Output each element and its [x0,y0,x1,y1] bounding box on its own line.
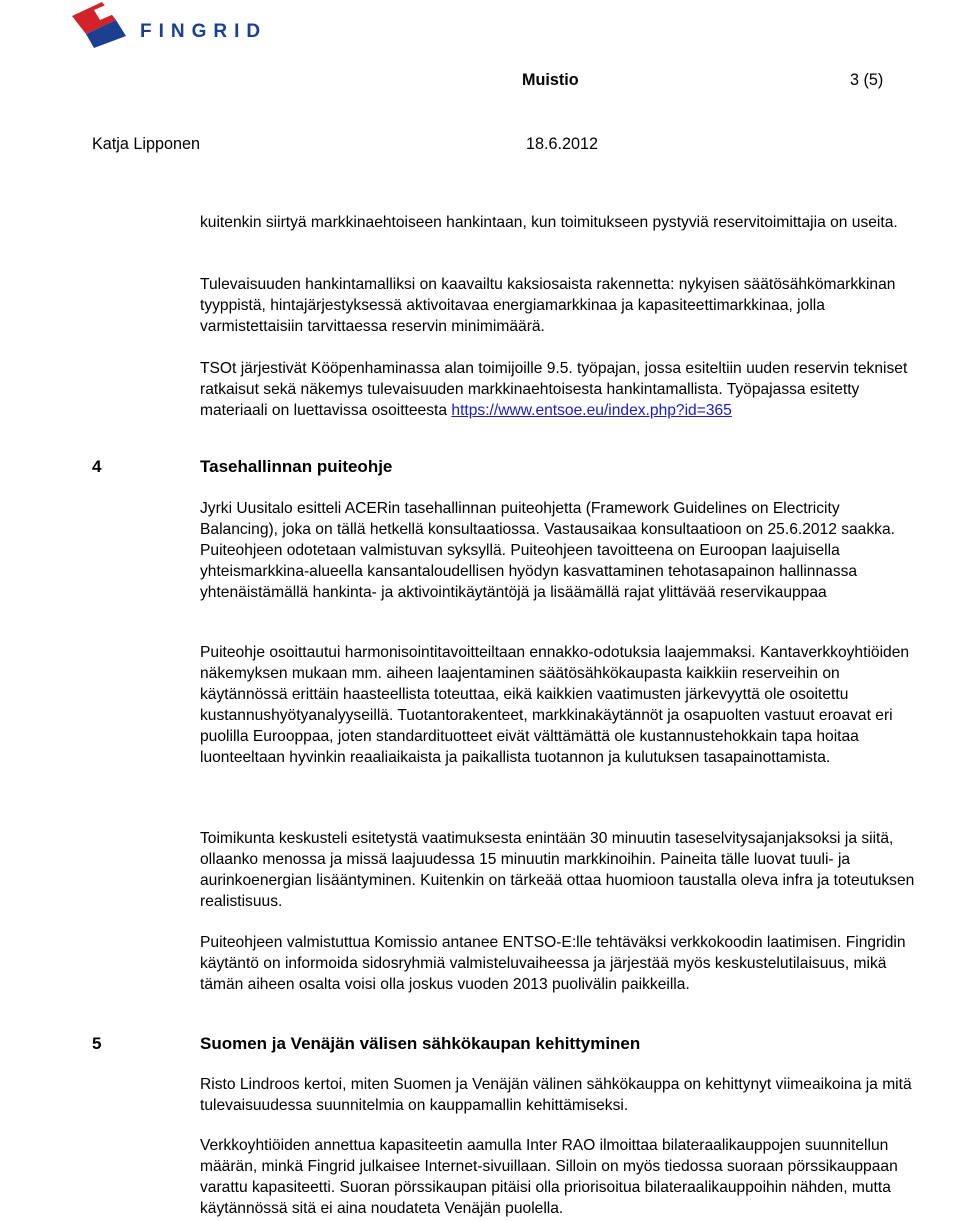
section-4-paragraph-1: Jyrki Uusitalo esitteli ACERin tasehallinnan puiteohjetta (Framework Guidelines on Electricity Balancing), joka on tällä hetkellä konsultaatiossa. Vastausaikaa konsultaatioon on 25.6.2012 saakka. Puiteohjeen odotetaan valmistuvan syksyllä. Puiteohjeen tavoitteena on Euroopan laajuisella yhteismarkkina-alueella kansantaloudellisen hyödyn kasvattaminen tehotasapainon hallinnassa yhtenäistämällä hankinta- ja aktivointikäytäntöjä ja lisäämällä rajat ylittävää reservikauppaa [200,500,895,601]
logo-wordmark: FINGRID [140,21,268,42]
section-4-number: 4 [92,457,102,476]
document-date: 18.6.2012 [526,135,599,153]
section-5-number: 5 [92,1034,102,1053]
intro-paragraph-1: kuitenkin siirtyä markkinaehtoiseen hankintaan, kun toimitukseen pystyviä reservitoimittajia on useita. [200,214,898,231]
section-4-title: Tasehallinnan puiteohje [200,457,393,476]
section-5-paragraph-2: Verkkoyhtiöiden annettua kapasiteetin aamulla Inter RAO ilmoittaa bilateraalikauppojen suunnitellun määrän, minkä Fingrid julkaisee Internet-sivuillaan. Silloin on myös tiedossa suoraan pörssikauppaan varattu kapasiteetti. Suoran pörssikaupan pitäisi olla priorisoitua bilateraalikauppoihin nähden, mutta käytännössä sitä ei aina noudateta Venäjän puolella. [200,1137,898,1217]
section-4-paragraph-2: Puiteohje osoittautui harmonisointitavoitteiltaan ennakko-odotuksia laajemmaksi. Kantaverkkoyhtiöiden näkemyksen mukaan mm. aiheen laajentaminen säätösähkökaupasta kaikkiin reserveihin on käytännössä erittäin haasteellista toteuttaa, eikä kaikkien vaatimusten järkevyyttä ole osoitettu kustannushyötyanalyyseillä. Tuotantorakenteet, markkinakäytännöt ja osapuolten vastuut eroavat eri puolilla Eurooppaa, joten standardituotteet eivät välttämättä ole kustannustehokkain tapa hoitaa luonteeltaan hyvinkin reaaliaikaista ja paikallista tuotannon ja kulutuksen tasapainottamista. [200,644,910,766]
intro-paragraph-3-text: TSOt järjestivät Kööpenhaminassa alan toimijoille 9.5. työpajan, jossa esiteltiin uuden reservin tekniset ratkaisut sekä näkemys tulevaisuuden markkinaehtoisesta hankintamallista. Työpajassa esitetty materiaali on luettavissa osoitteesta [200,360,908,419]
page-number: 3 (5) [850,71,884,89]
entsoe-link[interactable]: https://www.entsoe.eu/index.php?id=365 [451,402,732,419]
intro-paragraph-3 [200,358,920,421]
author-name: Katja Lipponen [92,135,201,153]
section-4-paragraph-4: Puiteohjeen valmistuttua Komissio antanee ENTSO-E:lle tehtäväksi verkkokoodin laatimisen. Fingridin käytäntö on informoida sidosryhmiä valmisteluvaiheessa ja järjestää myös keskustelutilaisuus, mikä tämän aiheen osalta voisi olla joskus vuoden 2013 puolivälin paikkeilla. [200,934,906,993]
section-5-paragraph-1: Risto Lindroos kertoi, miten Suomen ja Venäjän välinen sähkökauppa on kehittynyt viimeaikoina ja mitä tulevaisuudessa suunnitelmia on kauppamallin kehittämiseksi. [200,1076,912,1114]
section-5-title: Suomen ja Venäjän välisen sähkökaupan kehittyminen [200,1034,641,1053]
section-4-paragraph-3: Toimikunta keskusteli esitetystä vaatimuksesta enintään 30 minuutin taseselvitysajanjaksoksi ja siitä, ollaanko menossa ja missä laajuudessa 15 minuutin markkinoihin. Paineita tälle luovat tuuli- ja aurinkoenergian lisääntyminen. Kuitenkin on tärkeää ottaa huomioon taustalla oleva infra ja toteutuksen realistisuus. [200,830,915,910]
intro-paragraph-2: Tulevaisuuden hankintamalliksi on kaavailtu kaksiosaista rakennetta: nykyisen säätösähkömarkkinan tyyppistä, hintajärjestyksessä aktivoitavaa energiamarkkinaa ja kapasiteettimarkkinaa, jolla varmistettaisiin tarvittaessa reservin minimimäärä. [200,276,896,335]
document-type: Muistio [522,71,579,89]
